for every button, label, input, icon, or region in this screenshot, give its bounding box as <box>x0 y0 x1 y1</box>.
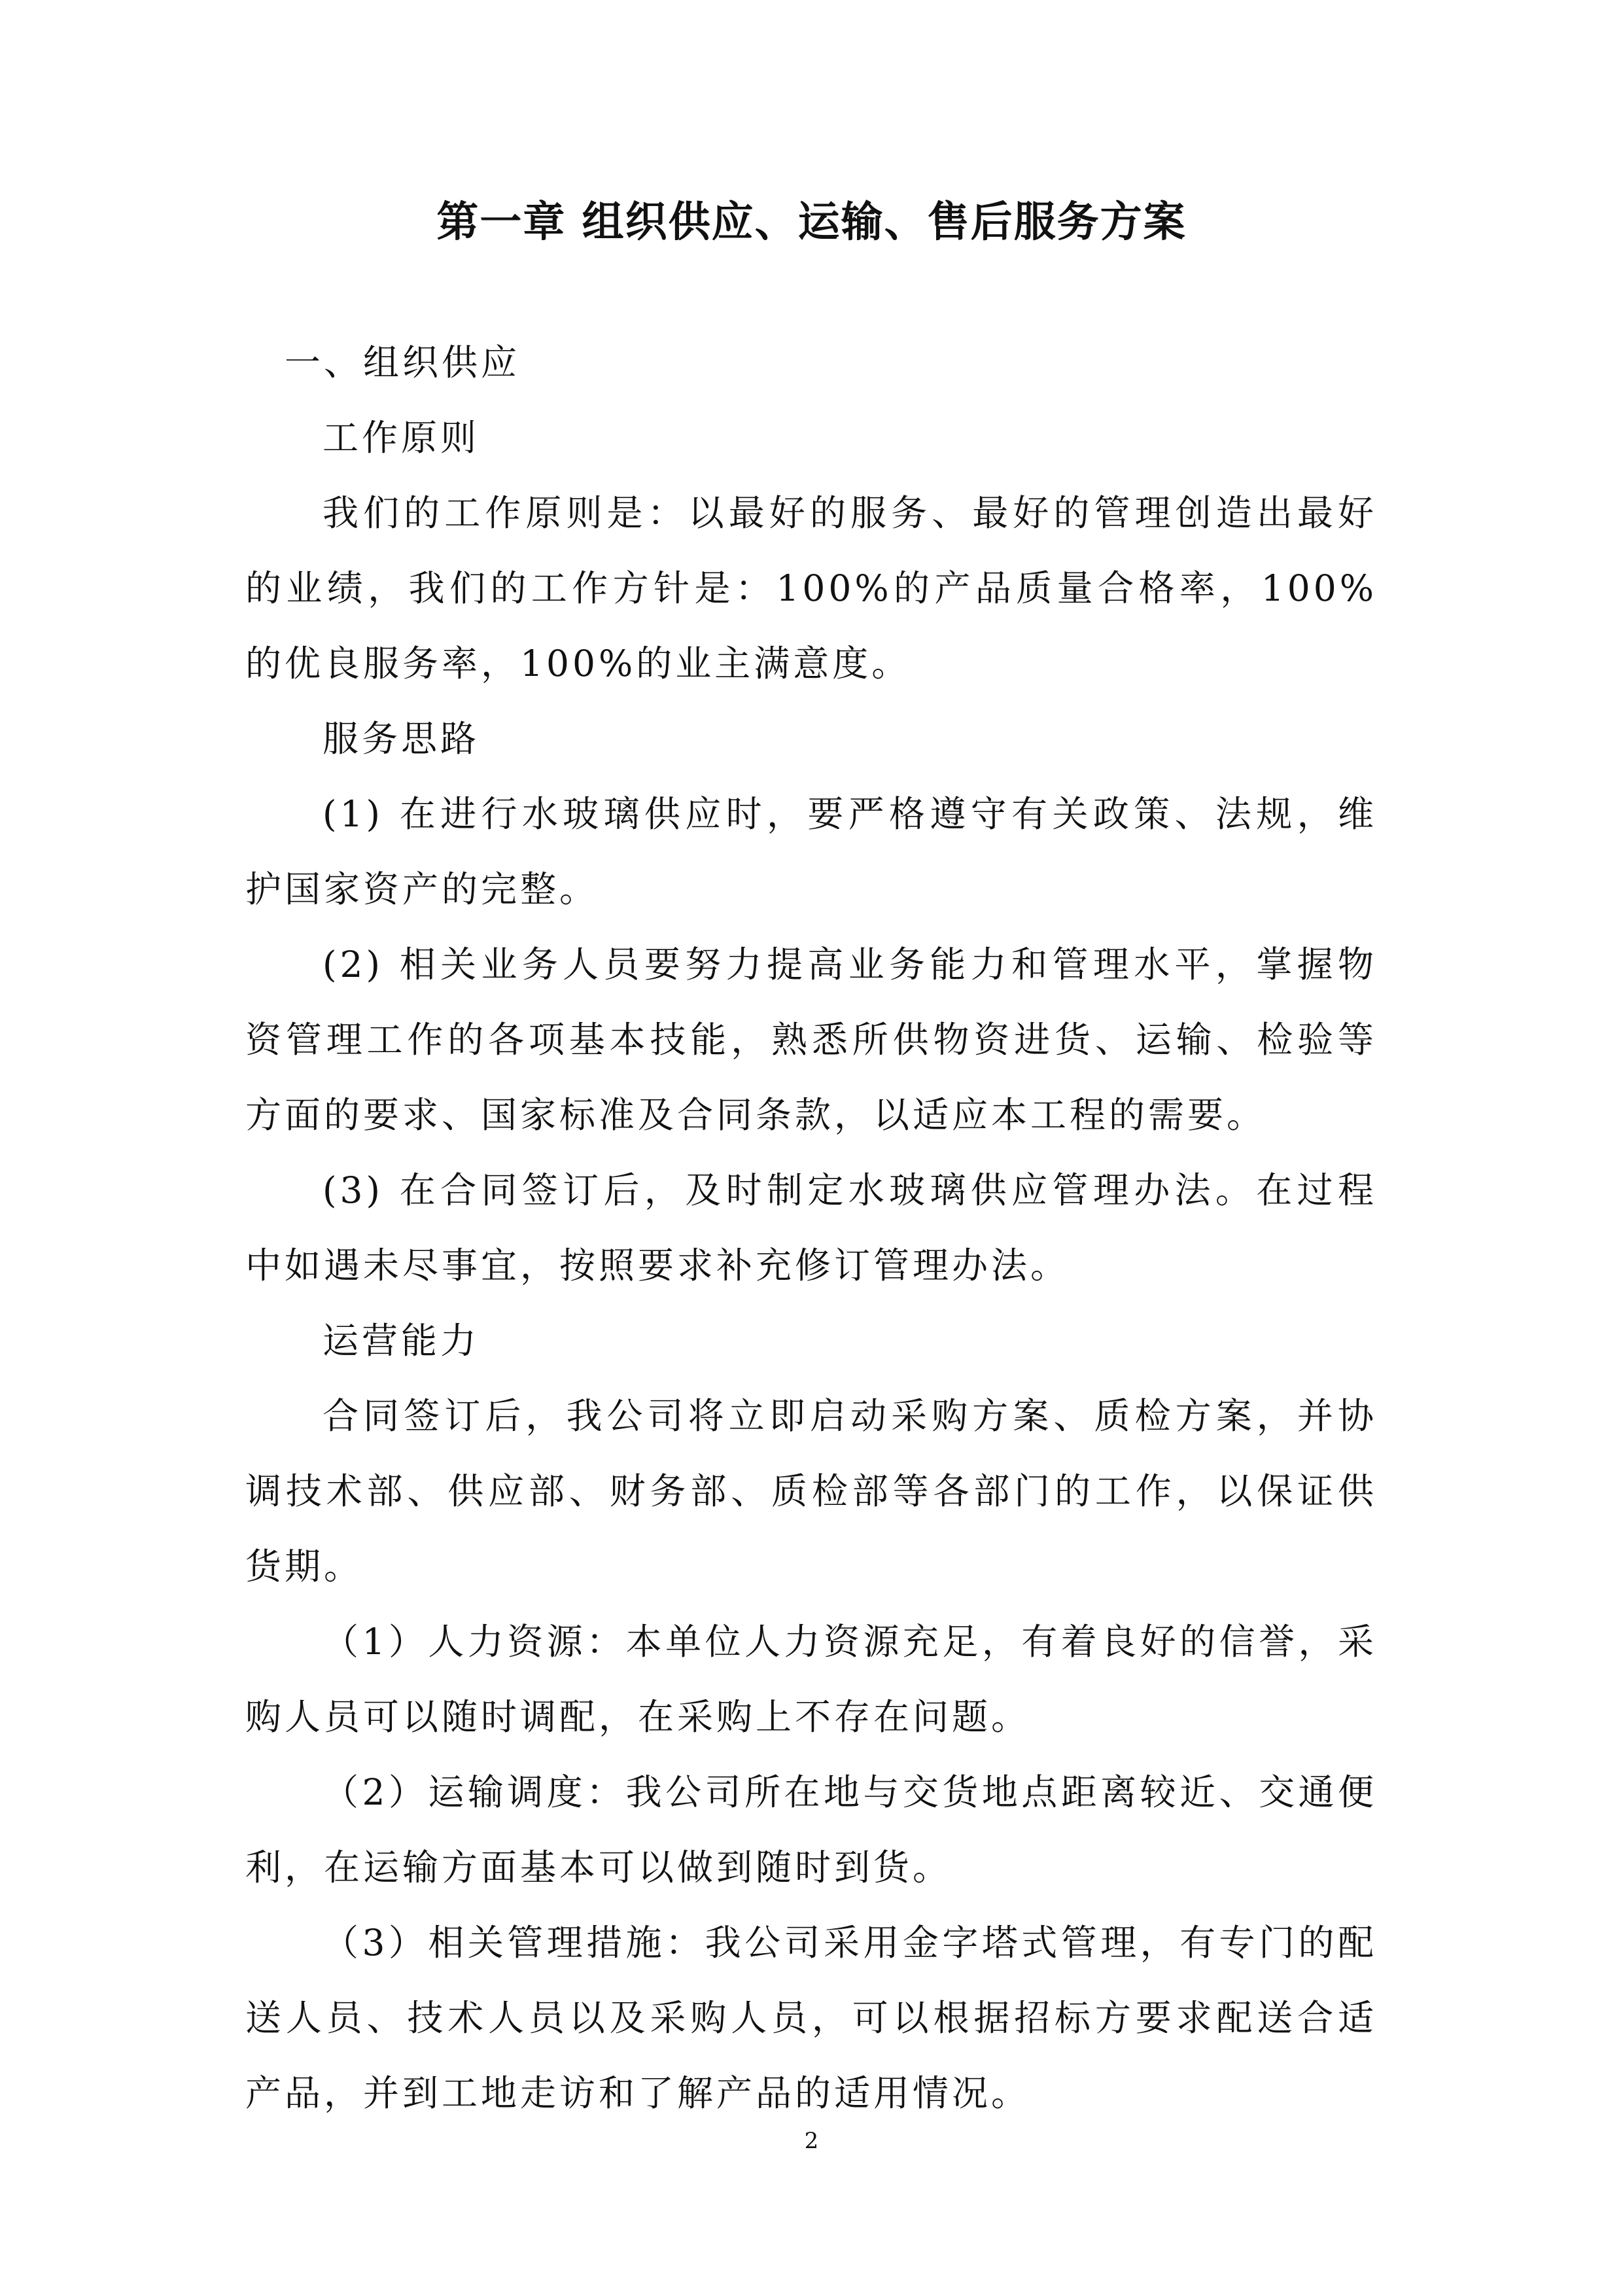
paragraph-capacity-1: （1）人力资源：本单位人力资源充足，有着良好的信誉，采购人员可以随时调配，在采购上不存在问题。 <box>245 1621 1377 1738</box>
subheading-work-principle: 工作原则 <box>323 417 480 459</box>
subheading-service-approach: 服务思路 <box>323 718 480 760</box>
page-number: 2 <box>804 2128 819 2154</box>
section-heading-supply: 一、组织供应 <box>285 342 521 383</box>
document-body <box>245 325 1377 2131</box>
chapter-title: 第一章 组织供应、运输、售后服务方案 <box>436 198 1187 247</box>
paragraph-approach-1: (1) 在进行水玻璃供应时，要严格遵守有关政策、法规，维护国家资产的完整。 <box>245 793 1377 910</box>
paragraph-work-principle: 我们的工作原则是：以最好的服务、最好的管理创造出最好的业绩，我们的工作方针是：100%的产品质量合格率，100%的优良服务率，100%的业主满意度。 <box>245 492 1377 684</box>
paragraph-capacity-2: （2）运输调度：我公司所在地与交货地点距离较近、交通便利，在运输方面基本可以做到随时到货。 <box>245 1771 1377 1888</box>
paragraph-capacity-3: （3）相关管理措施：我公司采用金字塔式管理，有专门的配送人员、技术人员以及采购人员，可以根据招标方要求配送合适产品，并到工地走访和了解产品的适用情况。 <box>245 1922 1377 2114</box>
subheading-operating-capacity: 运营能力 <box>323 1320 480 1362</box>
paragraph-capacity: 合同签订后，我公司将立即启动采购方案、质检方案，并协调技术部、供应部、财务部、质检部等各部门的工作，以保证供货期。 <box>245 1395 1377 1587</box>
paragraph-approach-2: (2) 相关业务人员要努力提高业务能力和管理水平，掌握物资管理工作的各项基本技能，熟悉所供物资进货、运输、检验等方面的要求、国家标准及合同条款，以适应本工程的需要。 <box>245 944 1377 1136</box>
paragraph-approach-3: (3) 在合同签订后，及时制定水玻璃供应管理办法。在过程中如遇未尽事宜，按照要求补充修订管理办法。 <box>245 1169 1377 1286</box>
